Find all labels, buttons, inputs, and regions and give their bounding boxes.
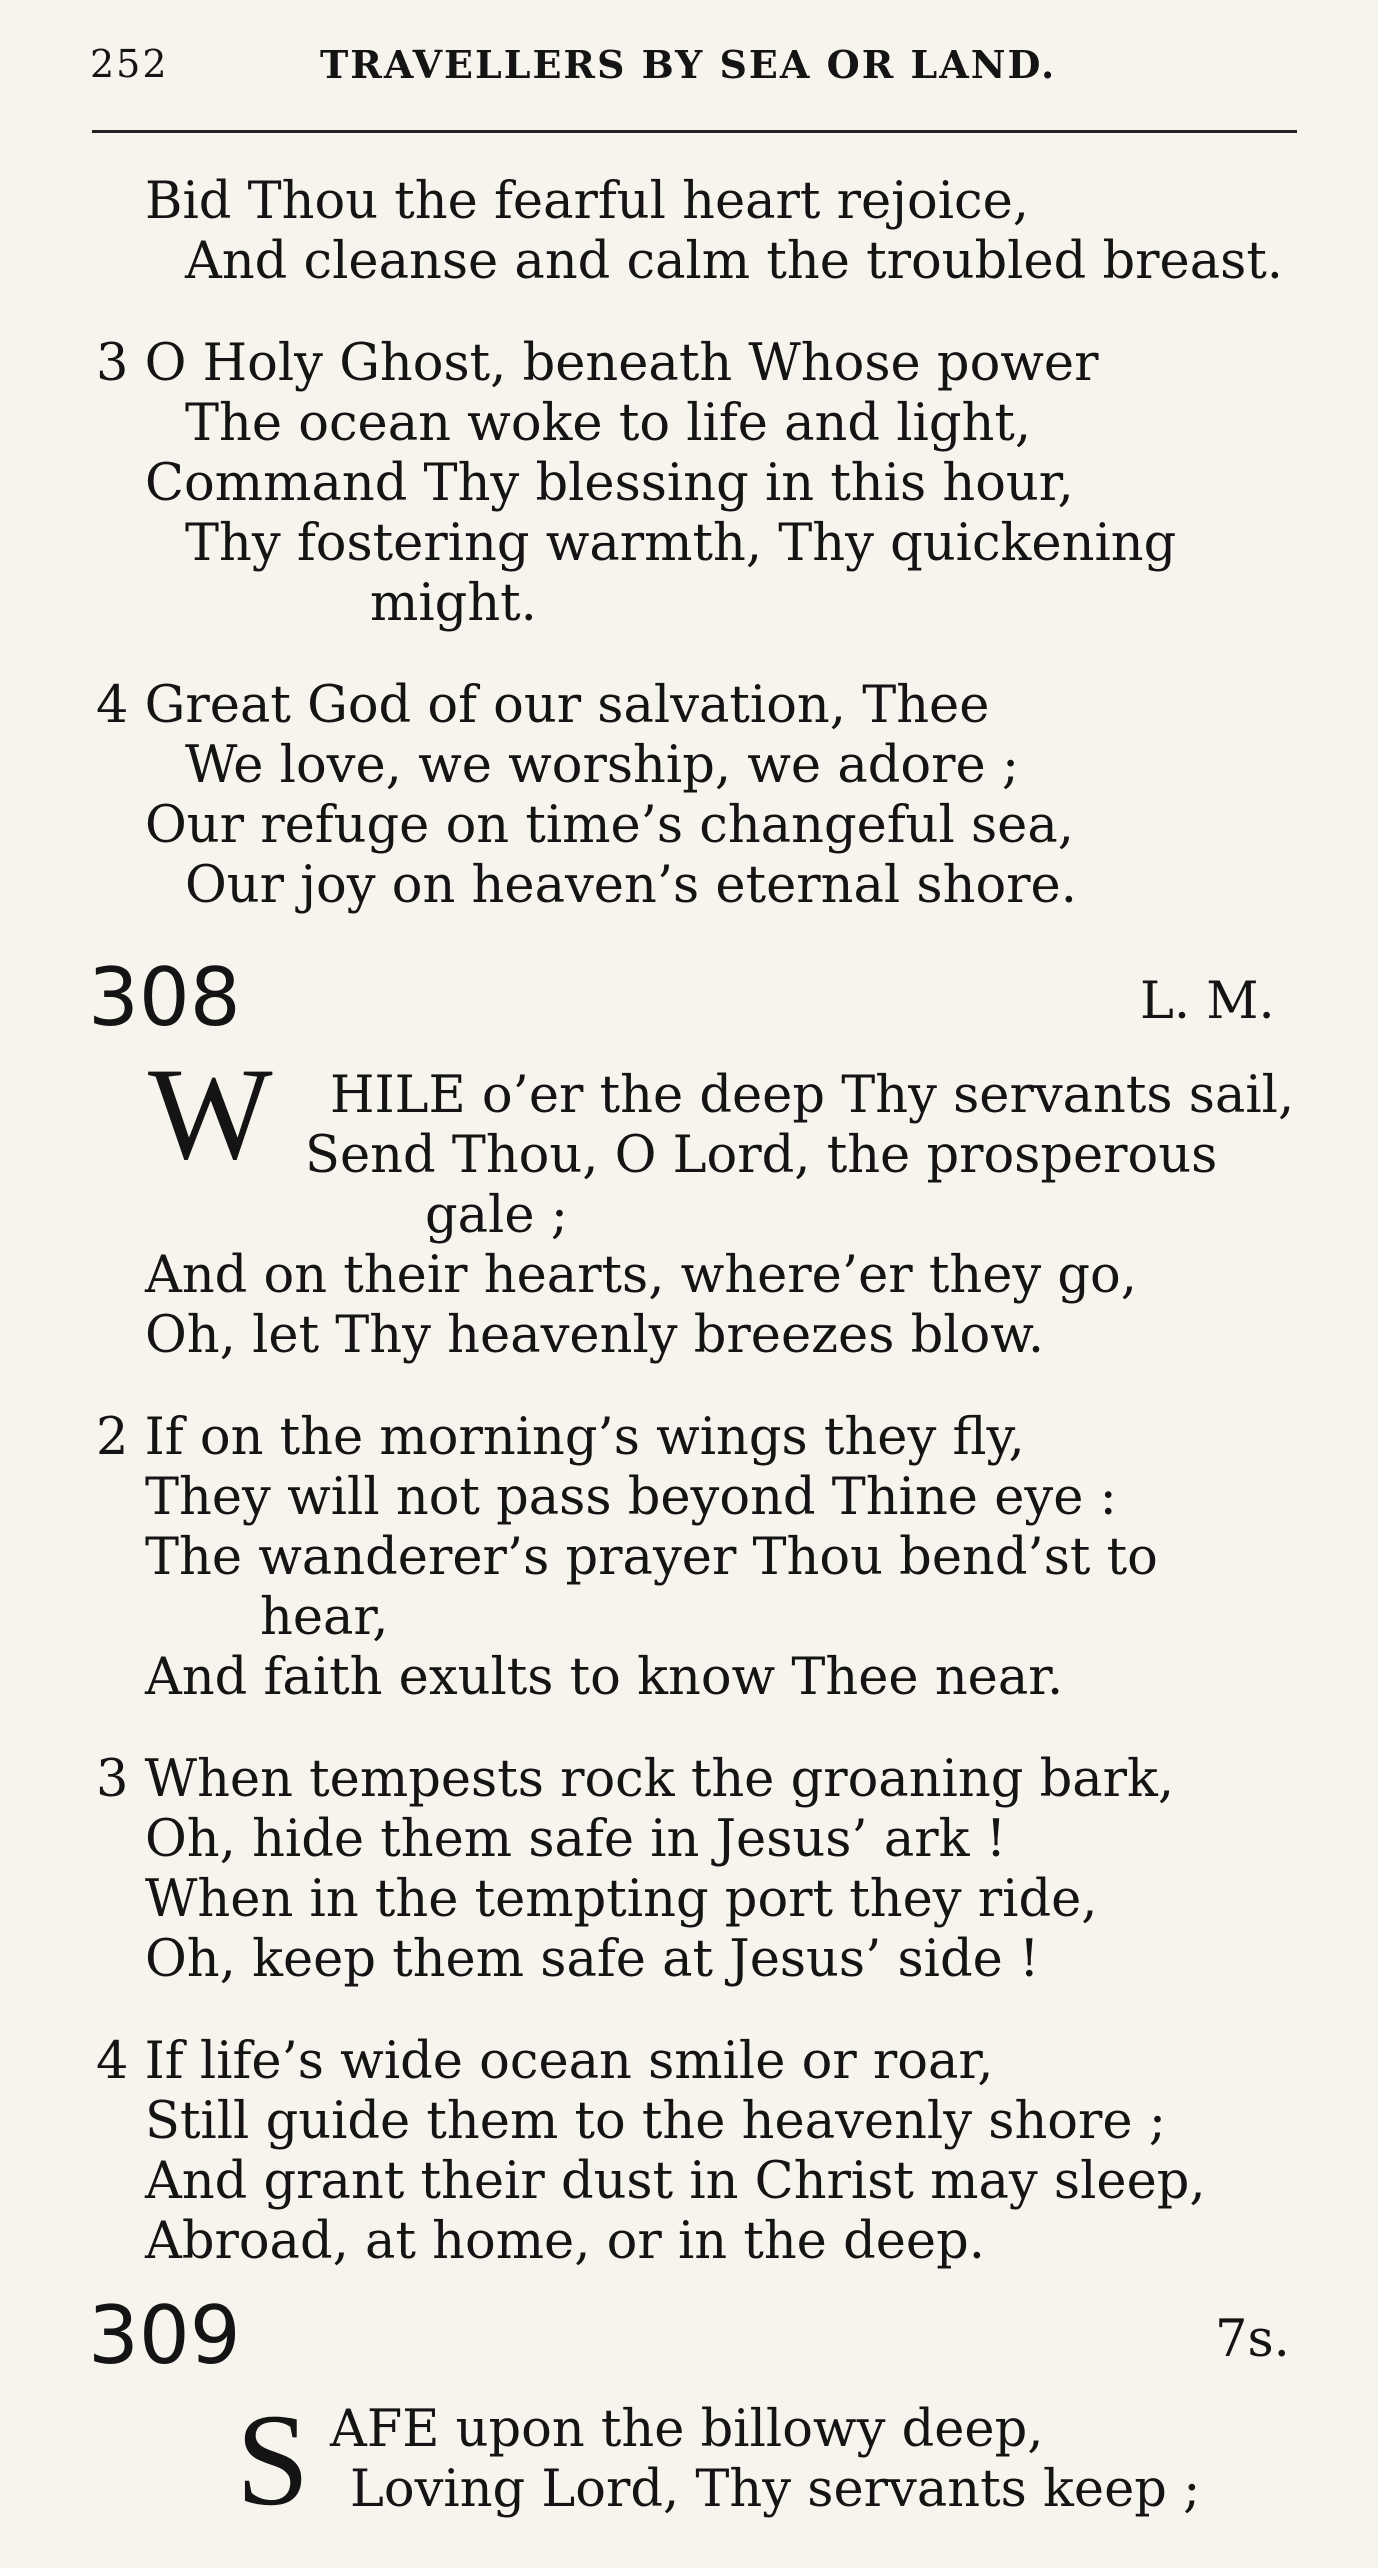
verse-line: Our refuge on time’s changeful sea,	[145, 796, 1074, 855]
verse-line: The wanderer’s prayer Thou bend’st to	[145, 1528, 1158, 1587]
verse-line: 4 Great God of our salvation, Thee	[96, 676, 990, 735]
verse-line: And faith exults to know Thee near.	[145, 1648, 1064, 1707]
verse-line: 2 If on the morning’s wings they fly,	[96, 1408, 1025, 1467]
drop-cap: S	[236, 2386, 310, 2533]
hymn-meter: 7s.	[1215, 2310, 1290, 2369]
verse-line: And on their hearts, where’er they go,	[145, 1246, 1137, 1305]
verse-line: Send Thou, O Lord, the prosperous	[305, 1126, 1218, 1185]
verse-line: Thy fostering warmth, Thy quickening	[185, 514, 1177, 573]
verse-line: AFE upon the billowy deep,	[330, 2400, 1044, 2459]
verse-line: When in the tempting port they ride,	[145, 1870, 1098, 1929]
verse-line: We love, we worship, we adore ;	[185, 736, 1020, 795]
verse-line: gale ;	[425, 1186, 568, 1245]
drop-cap: W	[148, 1040, 273, 1187]
verse-line: 3 O Holy Ghost, beneath Whose power	[96, 334, 1099, 393]
verse-line: 3 When tempests rock the groaning bark,	[96, 1750, 1175, 1809]
page-header	[90, 42, 1295, 92]
verse-line: Command Thy blessing in this hour,	[145, 454, 1074, 513]
verse-line: And cleanse and calm the troubled breast.	[185, 232, 1284, 291]
hymn-number: 308	[88, 951, 241, 1044]
running-title: TRAVELLERS BY SEA OR LAND.	[320, 42, 1057, 87]
verse-line: They will not pass beyond Thine eye :	[145, 1468, 1117, 1527]
verse-line: The ocean woke to life and light,	[185, 394, 1032, 453]
verse-line: HILE o’er the deep Thy servants sail,	[330, 1066, 1295, 1125]
verse-line: Oh, let Thy heavenly breezes blow.	[145, 1306, 1045, 1365]
verse-line: Loving Lord, Thy servants keep ;	[350, 2460, 1201, 2519]
verse-line: hear,	[260, 1588, 389, 1647]
verse-line: Abroad, at home, or in the deep.	[145, 2212, 985, 2271]
verse-line: Oh, keep them safe at Jesus’ side !	[145, 1930, 1040, 1989]
page-number: 252	[90, 42, 169, 86]
hymn-number: 309	[88, 2289, 241, 2382]
verse-line: Bid Thou the fearful heart rejoice,	[145, 172, 1029, 231]
hymn-meter: L. M.	[1140, 972, 1275, 1031]
verse-line: might.	[370, 574, 537, 633]
verse-line: 4 If life’s wide ocean smile or roar,	[96, 2032, 994, 2091]
verse-line: Oh, hide them safe in Jesus’ ark !	[145, 1810, 1007, 1869]
verse-line: Still guide them to the heavenly shore ;	[145, 2092, 1166, 2151]
verse-line: And grant their dust in Christ may sleep,	[145, 2152, 1206, 2211]
verse-line: Our joy on heaven’s eternal shore.	[185, 856, 1077, 915]
header-rule	[92, 130, 1297, 133]
